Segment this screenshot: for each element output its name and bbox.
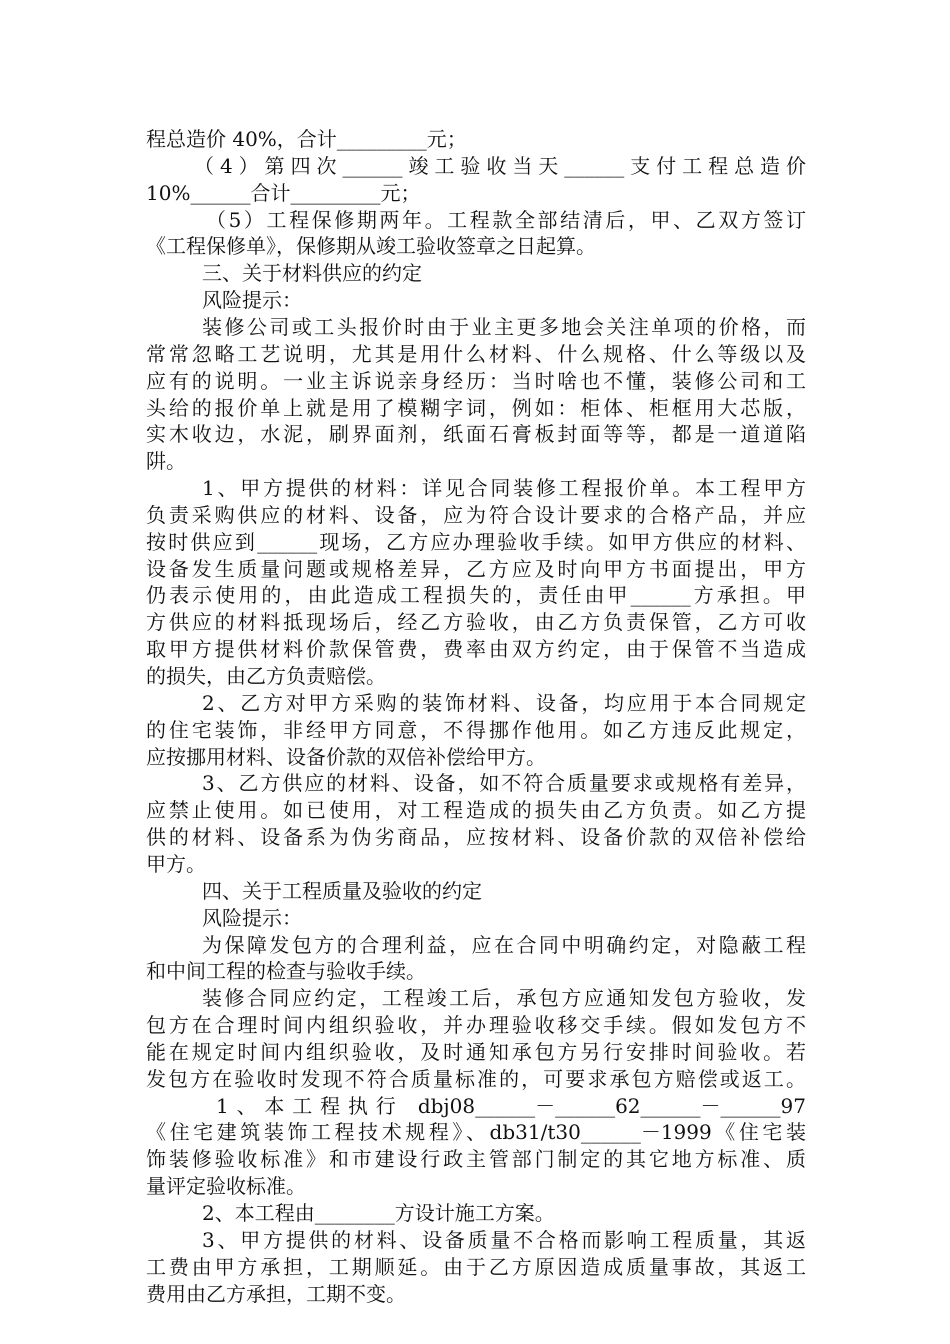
text-line: 2、本工程由________方设计施工方案。	[202, 1201, 555, 1225]
text-line: 三、关于材料供应的约定	[202, 261, 422, 286]
text-line: 1、本工程执行 dbj08______－______62______－______97	[216, 1093, 806, 1118]
text-line: 能在规定时间内组织验收，及时通知承包方另行安排时间验收。若	[146, 1039, 806, 1064]
text-line: （5）工程保修期两年。工程款全部结清后，甲、乙双方签订	[206, 207, 806, 232]
text-line: 应有的说明。一业主诉说亲身经历：当时啥也不懂，装修公司和工	[146, 368, 806, 393]
text-line: 3、甲方提供的材料、设备质量不合格而影响工程质量，其返	[202, 1227, 806, 1252]
text-line: 程总造价 40%，合计_________元；	[146, 127, 467, 151]
text-line: 设备发生质量问题或规格差异，乙方应及时向甲方书面提出，甲方	[146, 556, 806, 581]
text-line: 发包方在验收时发现不符合质量标准的，可要求承包方赔偿或返工。	[146, 1066, 806, 1091]
text-line: 为保障发包方的合理利益，应在合同中明确约定，对隐蔽工程	[202, 932, 806, 957]
text-line: 的损失，由乙方负责赔偿。	[146, 664, 386, 688]
text-line: 负责采购供应的材料、设备，应为符合设计要求的合格产品，并应	[146, 502, 806, 527]
text-line: 饰装修验收标准》和市建设行政主管部门制定的其它地方标准、质	[146, 1147, 806, 1172]
text-line: 3、乙方供应的材料、设备，如不符合质量要求或规格有差异，	[202, 771, 806, 796]
text-line: 四、关于工程质量及验收的约定	[202, 878, 482, 903]
text-line: 风险提示：	[202, 288, 302, 313]
text-line: 应禁止使用。如已使用，对工程造成的损失由乙方负责。如乙方提	[146, 798, 806, 823]
text-line: 10%______合计_________元；	[146, 180, 421, 205]
text-line: 和中间工程的检查与验收手续。	[146, 959, 426, 984]
text-line: 工费由甲方承担，工期顺延。由于乙方原因造成质量事故，其返工	[146, 1254, 806, 1279]
text-line: 仍表示使用的，由此造成工程损失的，责任由甲______方承担。甲	[146, 583, 806, 608]
text-line: 实木收边，水泥，刷界面剂，纸面石膏板封面等等，都是一道道陷	[146, 422, 806, 447]
text-line: 《住宅建筑装饰工程技术规程》、db31/t30______－1999《住宅装	[146, 1120, 806, 1145]
text-line: 阱。	[146, 449, 186, 474]
text-line: 甲方。	[146, 851, 206, 876]
text-line: 的住宅装饰，非经甲方同意，不得挪作他用。如乙方违反此规定，	[146, 717, 806, 742]
text-line: 应按挪用材料、设备价款的双倍补偿给甲方。	[146, 744, 546, 769]
text-line: 装修公司或工头报价时由于业主更多地会关注单项的价格，而	[202, 314, 806, 339]
text-line: 量评定验收标准。	[146, 1174, 306, 1199]
text-line: 包方在合理时间内组织验收，并办理验收移交手续。假如发包方不	[146, 1013, 806, 1038]
text-line: 供的材料、设备系为伪劣商品，应按材料、设备价款的双倍补偿给	[146, 825, 806, 850]
text-line: 方供应的材料抵现场后，经乙方验收，由乙方负责保管，乙方可收	[146, 610, 806, 635]
text-line: 装修合同应约定，工程竣工后，承包方应通知发包方验收，发	[202, 986, 806, 1011]
text-line: 费用由乙方承担，工期不变。	[146, 1281, 406, 1306]
text-line: 《工程保修单》，保修期从竣工验收签章之日起算。	[146, 234, 596, 259]
text-line: 风险提示：	[202, 905, 302, 930]
text-line: 常常忽略工艺说明，尤其是用什么材料、什么规格、什么等级以及	[146, 341, 806, 366]
text-line: 按时供应到______现场，乙方应办理验收手续。如甲方供应的材料、	[146, 529, 806, 554]
text-line: 2、乙方对甲方采购的装饰材料、设备，均应用于本合同规定	[202, 690, 806, 715]
text-line: 取甲方提供材料价款保管费，费率由双方约定，由于保管不当造成	[146, 637, 806, 662]
text-line: 1、甲方提供的材料：详见合同装修工程报价单。本工程甲方	[202, 476, 806, 501]
text-line: （4）第四次______竣工验收当天______支付工程总造价	[194, 153, 806, 178]
text-line: 头给的报价单上就是用了模糊字词，例如：柜体、柜框用大芯版，	[146, 395, 806, 420]
